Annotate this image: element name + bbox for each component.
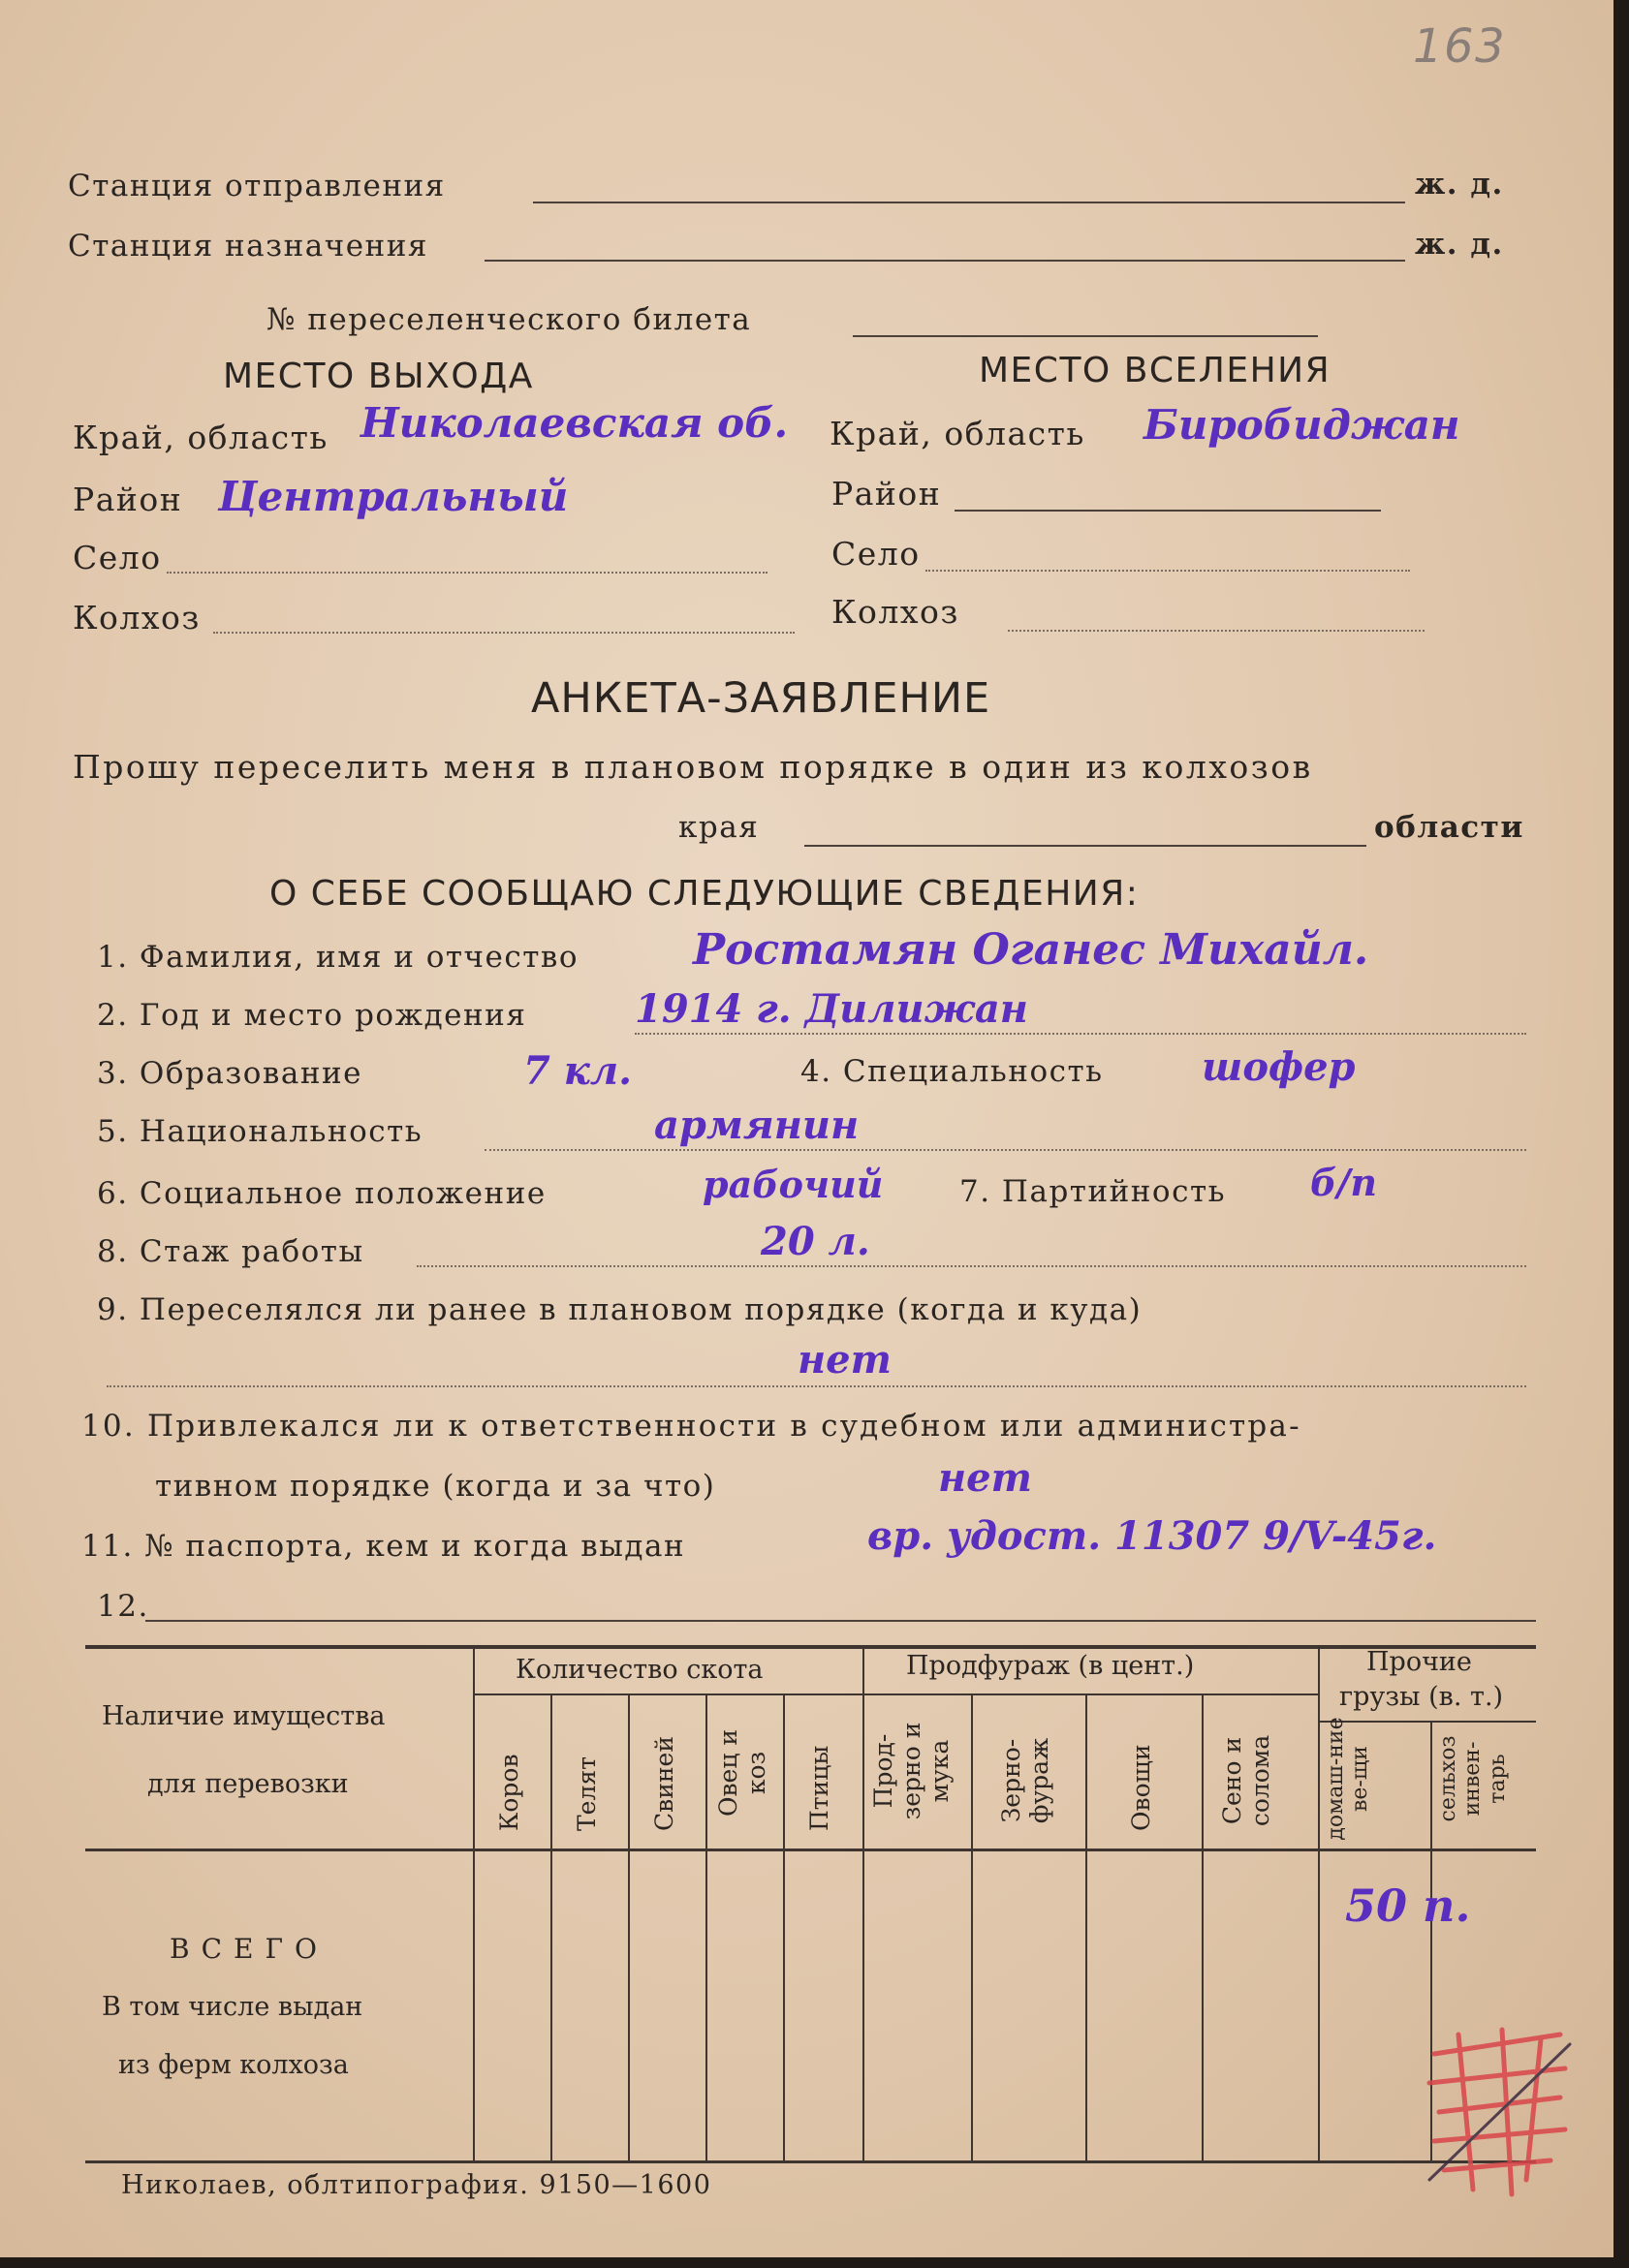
q8-line bbox=[417, 1265, 1526, 1267]
feed-group-header: Продфураж (в цент.) bbox=[906, 1651, 1195, 1681]
origin-kolkhoz-line bbox=[213, 632, 795, 634]
page-number: 163 bbox=[1413, 19, 1507, 74]
krai-oblast-line bbox=[804, 845, 1366, 847]
settlement-region-label: Край, область bbox=[830, 415, 1085, 452]
q4-value: шофер bbox=[1202, 1044, 1356, 1090]
oblast-label: области bbox=[1374, 810, 1524, 845]
origin-district-value: Центральный bbox=[218, 473, 569, 520]
q9-value: нет bbox=[798, 1337, 892, 1383]
q9-label: 9. Переселялся ли ранее в плановом порядке (когда и куда) bbox=[97, 1292, 1143, 1327]
row-header-line2: для перевозки bbox=[147, 1769, 349, 1799]
col-header-cows: Коров bbox=[495, 1754, 523, 1831]
col-divider bbox=[783, 1693, 785, 2160]
col-header-farm-equipment: сельхоз инвен-тарь bbox=[1436, 1735, 1510, 1822]
settlement-village-line bbox=[925, 570, 1410, 572]
col-divider bbox=[550, 1693, 552, 2160]
q2-label: 2. Год и место рождения bbox=[97, 998, 527, 1033]
col-divider bbox=[971, 1693, 973, 2160]
q8-value: 20 л. bbox=[761, 1219, 870, 1264]
q5-line bbox=[485, 1149, 1526, 1151]
col-divider bbox=[1318, 1645, 1320, 2160]
total-row-label: ВСЕГО bbox=[170, 1933, 329, 1965]
col-header-sheep-goats: Овец и коз bbox=[714, 1728, 770, 1818]
other-group-header-line1: Прочие bbox=[1366, 1647, 1472, 1677]
departure-station-line bbox=[533, 202, 1405, 203]
ticket-number-label: № переселенческого билета bbox=[266, 302, 752, 337]
q10-label-line1: 10. Привлекался ли к ответственности в судебном или администра- bbox=[81, 1409, 1301, 1444]
settlement-district-line bbox=[955, 510, 1381, 512]
departure-rail-suffix: ж. д. bbox=[1415, 167, 1504, 202]
col-divider bbox=[1202, 1693, 1204, 2160]
q2-value: 1914 г. Дилижан bbox=[635, 986, 1028, 1032]
q10-label-line2: тивном порядке (когда и за что) bbox=[155, 1469, 716, 1504]
origin-region-value: Николаевская об. bbox=[360, 399, 789, 447]
table-bottom-rule bbox=[85, 2160, 1536, 2163]
printer-imprint: Николаев, облтипография. 9150—1600 bbox=[121, 2170, 712, 2200]
other-group-header-line2: грузы (в. т.) bbox=[1339, 1682, 1504, 1712]
q2-line bbox=[635, 1033, 1526, 1035]
q3-label: 3. Образование bbox=[97, 1056, 363, 1091]
col-divider bbox=[705, 1693, 707, 2160]
row-header-line1: Наличие имущества bbox=[102, 1701, 386, 1731]
settlement-kolkhoz-label: Колхоз bbox=[831, 593, 959, 631]
col-header-grain-forage: Зерно-фураж bbox=[997, 1737, 1053, 1824]
destination-station-line bbox=[485, 260, 1405, 262]
origin-village-line bbox=[167, 572, 768, 574]
col-header-household-goods: домаш-ние ве-щи bbox=[1324, 1717, 1373, 1841]
form-title: АНКЕТА-ЗАЯВЛЕНИЕ bbox=[531, 674, 991, 723]
subtotal-label-line1: В том числе выдан bbox=[102, 1992, 363, 2022]
settlement-region-value: Биробиджан bbox=[1143, 401, 1460, 449]
settlement-district-label: Район bbox=[831, 475, 942, 513]
col-divider bbox=[862, 1645, 864, 2160]
origin-kolkhoz-label: Колхоз bbox=[73, 599, 201, 637]
col-divider bbox=[628, 1693, 630, 2160]
krai-label: края bbox=[678, 810, 760, 845]
origin-region-label: Край, область bbox=[73, 419, 329, 456]
q6-label: 6. Социальное положение bbox=[97, 1176, 547, 1211]
feed-group-rule bbox=[862, 1693, 1318, 1695]
q7-label: 7. Партийность bbox=[959, 1174, 1226, 1209]
livestock-group-rule bbox=[475, 1693, 862, 1695]
origin-village-label: Село bbox=[73, 539, 162, 576]
q7-value: б/п bbox=[1310, 1161, 1377, 1204]
origin-district-label: Район bbox=[73, 481, 183, 518]
col-divider bbox=[1085, 1693, 1087, 2160]
col-header-vegetables: Овощи bbox=[1127, 1744, 1155, 1831]
settlement-village-label: Село bbox=[831, 535, 921, 573]
household-goods-total: 50 п. bbox=[1345, 1880, 1471, 1932]
q1-value: Ростамян Оганес Михайл. bbox=[693, 925, 1369, 975]
ticket-number-line bbox=[853, 335, 1318, 337]
settlement-heading: МЕСТО ВСЕЛЕНИЯ bbox=[979, 351, 1331, 390]
q6-value: рабочий bbox=[703, 1163, 884, 1206]
q9-line bbox=[107, 1385, 1526, 1387]
q11-value: вр. удост. 11307 9/V-45г. bbox=[867, 1513, 1437, 1559]
col-header-hay-straw: Сено и солома bbox=[1218, 1734, 1274, 1827]
red-pencil-mark bbox=[1415, 2015, 1580, 2209]
col-header-grain-flour: Прод-зерно и мука bbox=[869, 1722, 954, 1820]
q3-value: 7 кл. bbox=[523, 1048, 633, 1094]
section-heading: О СЕБЕ СООБЩАЮ СЛЕДУЮЩИЕ СВЕДЕНИЯ: bbox=[269, 874, 1140, 914]
q4-label: 4. Специальность bbox=[800, 1054, 1104, 1089]
livestock-group-header: Количество скота bbox=[516, 1655, 764, 1685]
q8-label: 8. Стаж работы bbox=[97, 1234, 364, 1269]
subtotal-label-line2: из ферм колхоза bbox=[118, 2050, 349, 2080]
q5-label: 5. Национальность bbox=[97, 1114, 423, 1149]
q12-label: 12. bbox=[97, 1589, 149, 1624]
col-header-poultry: Птицы bbox=[805, 1745, 833, 1831]
q11-label: 11. № паспорта, кем и когда выдан bbox=[81, 1529, 686, 1564]
q10-value: нет bbox=[938, 1455, 1032, 1501]
q12-line bbox=[145, 1620, 1536, 1622]
settlement-kolkhoz-line bbox=[1008, 630, 1425, 632]
col-header-calves: Телят bbox=[573, 1756, 601, 1831]
q5-value: армянин bbox=[654, 1103, 860, 1148]
request-line: Прошу переселить меня в плановом порядке в один из колхозов bbox=[73, 748, 1313, 786]
col-header-pigs: Свиней bbox=[650, 1736, 678, 1831]
destination-station-label: Станция назначения bbox=[68, 229, 428, 264]
origin-heading: МЕСТО ВЫХОДА bbox=[223, 357, 534, 396]
destination-rail-suffix: ж. д. bbox=[1415, 227, 1504, 262]
col-divider bbox=[473, 1645, 475, 2160]
departure-station-label: Станция отправления bbox=[68, 169, 446, 203]
q1-label: 1. Фамилия, имя и отчество bbox=[97, 940, 580, 975]
